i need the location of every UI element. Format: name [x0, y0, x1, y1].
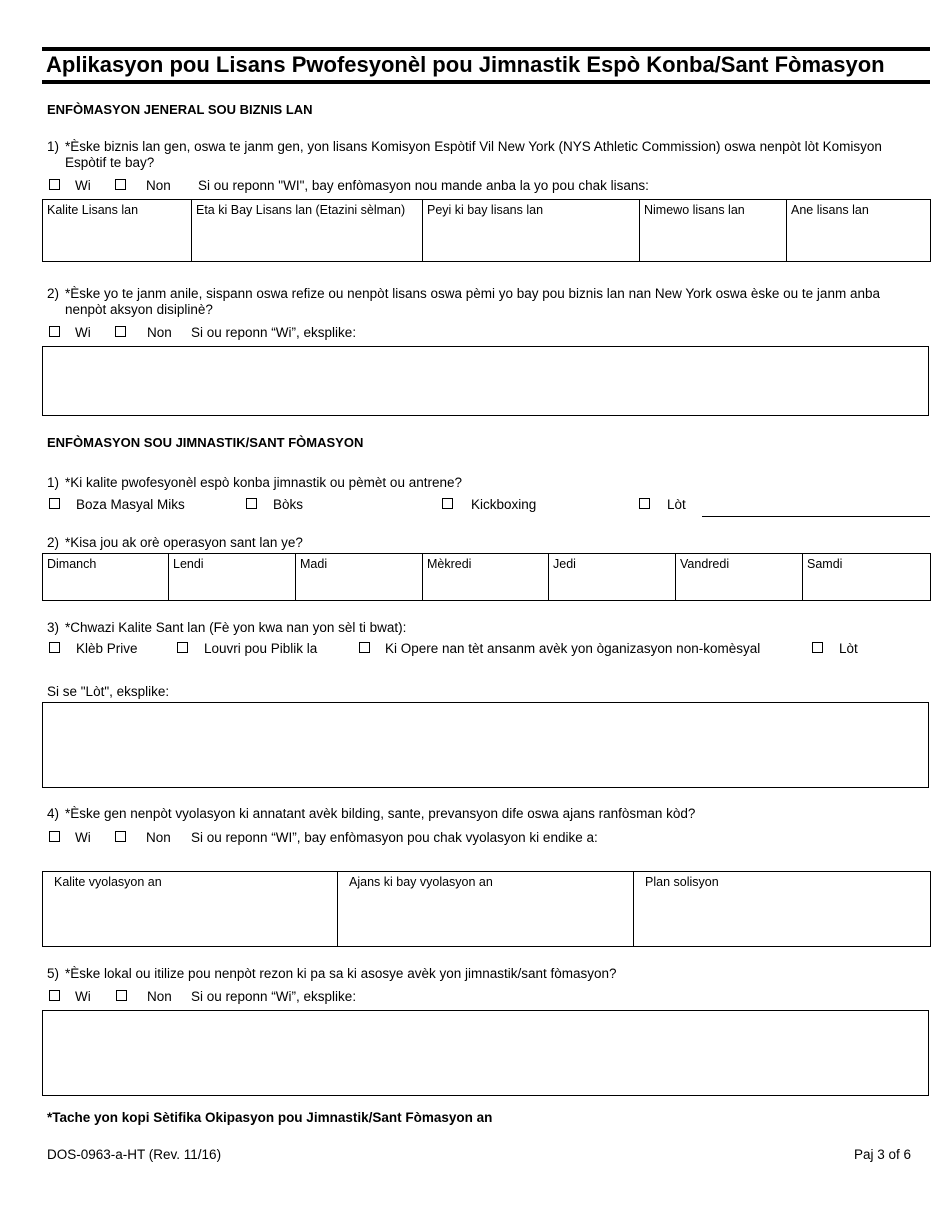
section-gym-heading: ENFÒMASYON SOU JIMNASTIK/SANT FÒMASYON — [47, 435, 364, 450]
other-explain-box[interactable] — [42, 702, 929, 788]
day-label: Madi — [300, 557, 328, 571]
other-sport-checkbox[interactable] — [639, 498, 650, 509]
license-state-cell[interactable] — [192, 200, 423, 262]
question-gym-4 — [47, 806, 927, 822]
kickboxing-checkbox[interactable] — [442, 498, 453, 509]
q5-instruction: Si ou reponn “Wi”, eksplike: — [191, 989, 357, 1004]
title-bottom-rule — [42, 80, 930, 84]
q2-instruction: Si ou reponn “Wi”, eksplike: — [191, 325, 357, 340]
question-gym-1 — [47, 475, 927, 491]
q5-yes-label: Wi — [75, 989, 91, 1004]
column-header: Kalite Lisans lan — [47, 203, 139, 217]
column-header: Ajans ki bay vyolasyon an — [349, 875, 493, 889]
mma-checkbox[interactable] — [49, 498, 60, 509]
column-header: Plan solisyon — [645, 875, 719, 889]
other-explain-label: Si se "Lòt", eksplike: — [47, 684, 170, 699]
violation-type-cell[interactable] — [43, 872, 338, 947]
hours-table — [42, 553, 931, 601]
day-label: Samdi — [807, 557, 843, 571]
question-gym-5 — [47, 966, 927, 982]
q4-no-label: Non — [146, 830, 171, 845]
page-number: Paj 3 of 6 — [853, 1147, 911, 1162]
q2-explain-box[interactable] — [42, 346, 929, 416]
q1-yes-checkbox[interactable] — [49, 179, 60, 190]
question-text: *Kisa jou ak orè operasyon sant lan ye? — [65, 535, 303, 550]
q2-no-label: Non — [147, 325, 172, 340]
q1-yes-label: Wi — [75, 178, 91, 193]
question-text-cont: Espòtif te bay? — [65, 155, 155, 170]
q5-yes-checkbox[interactable] — [49, 990, 60, 1001]
nonprofit-label: Ki Opere nan tèt ansanm avèk yon òganizasyon non-komèsyal — [385, 641, 761, 656]
day-label: Jedi — [553, 557, 576, 571]
column-header: Nimewo lisans lan — [644, 203, 745, 217]
question-gym-3 — [47, 620, 927, 636]
section-general-heading: ENFÒMASYON JENERAL SOU BIZNIS LAN — [47, 102, 313, 117]
tuesday-cell[interactable] — [296, 554, 423, 601]
public-checkbox[interactable] — [177, 642, 188, 653]
kickboxing-label: Kickboxing — [471, 497, 537, 512]
question-text: *Èske yo te janm anile, sispann oswa refize ou nenpòt lisans oswa pèmi yo bay pou biznis lan nan New York oswa èske ou te janm anba — [65, 286, 880, 301]
attach-certificate-note: *Tache yon kopi Sètifika Okipasyon pou Jimnastik/Sant Fòmasyon an — [47, 1110, 493, 1125]
q4-no-checkbox[interactable] — [115, 831, 126, 842]
question-number: 1) — [47, 139, 60, 154]
q4-yes-label: Wi — [75, 830, 91, 845]
question-text: *Èske gen nenpòt vyolasyon ki annatant avèk bilding, sante, prevansyon dife oswa ajans ranfòsman kòd? — [65, 806, 696, 821]
question-gym-2 — [47, 535, 927, 551]
other-type-checkbox[interactable] — [812, 642, 823, 653]
q1-instruction: Si ou reponn "WI", bay enfòmasyon nou mande anba la yo pou chak lisans: — [198, 178, 649, 193]
question-number: 3) — [47, 620, 60, 635]
boxing-label: Bòks — [273, 497, 304, 512]
question-text: *Chwazi Kalite Sant lan (Fè yon kwa nan yon sèl ti bwat): — [65, 620, 407, 635]
public-label: Louvri pou Piblik la — [204, 641, 318, 656]
day-label: Mèkredi — [427, 557, 472, 571]
violations-table — [42, 871, 931, 947]
question-text: *Èske biznis lan gen, oswa te janm gen, yon lisans Komisyon Espòtif Vil New York (NYS Athletic Commission) oswa nenpòt lòt Komisyon — [65, 139, 882, 154]
question-text-cont: nenpòt aksyon disiplinè? — [65, 302, 213, 317]
resolution-plan-cell[interactable] — [634, 872, 931, 947]
q5-explain-box[interactable] — [42, 1010, 929, 1096]
page-title: Aplikasyon pou Lisans Pwofesyonèl pou Jimnastik Espò Konba/Sant Fòmasyon — [46, 52, 885, 77]
column-header: Kalite vyolasyon an — [54, 875, 162, 889]
thursday-cell[interactable] — [549, 554, 676, 601]
q1-no-checkbox[interactable] — [115, 179, 126, 190]
mma-label: Boza Masyal Miks — [76, 497, 185, 512]
wednesday-cell[interactable] — [423, 554, 549, 601]
violation-agency-cell[interactable] — [338, 872, 634, 947]
saturday-cell[interactable] — [803, 554, 931, 601]
other-sport-input[interactable] — [702, 516, 930, 517]
other-type-label: Lòt — [839, 641, 858, 656]
q2-yes-checkbox[interactable] — [49, 326, 60, 337]
q5-no-checkbox[interactable] — [116, 990, 127, 1001]
day-label: Vandredi — [680, 557, 730, 571]
question-number: 2) — [47, 535, 60, 550]
column-header: Ane lisans lan — [791, 203, 869, 217]
boxing-checkbox[interactable] — [246, 498, 257, 509]
friday-cell[interactable] — [676, 554, 803, 601]
q5-no-label: Non — [147, 989, 172, 1004]
day-label: Lendi — [173, 557, 204, 571]
private-club-label: Klèb Prive — [76, 641, 138, 656]
nonprofit-checkbox[interactable] — [359, 642, 370, 653]
private-club-checkbox[interactable] — [49, 642, 60, 653]
q4-yes-checkbox[interactable] — [49, 831, 60, 842]
q4-instruction: Si ou reponn “WI”, bay enfòmasyon pou chak vyolasyon ki endike a: — [191, 830, 598, 845]
sunday-cell[interactable] — [43, 554, 169, 601]
question-text: *Ki kalite pwofesyonèl espò konba jimnastik ou pèmèt ou antrene? — [65, 475, 462, 490]
day-label: Dimanch — [47, 557, 97, 571]
question-1-license — [47, 139, 927, 171]
question-number: 5) — [47, 966, 60, 981]
license-year-cell[interactable] — [787, 200, 931, 262]
q2-no-checkbox[interactable] — [115, 326, 126, 337]
license-type-cell[interactable] — [43, 200, 192, 262]
question-number: 1) — [47, 475, 60, 490]
license-country-cell[interactable] — [423, 200, 640, 262]
q1-no-label: Non — [146, 178, 171, 193]
question-2-revoked — [47, 286, 927, 318]
column-header: Peyi ki bay lisans lan — [427, 203, 544, 217]
question-number: 4) — [47, 806, 60, 821]
title-top-rule — [42, 47, 930, 51]
question-text: *Èske lokal ou itilize pou nenpòt rezon ki pa sa ki asosye avèk yon jimnastik/sant fòmasyon? — [65, 966, 617, 981]
license-number-cell[interactable] — [640, 200, 787, 262]
other-sport-label: Lòt — [667, 497, 686, 512]
q2-yes-label: Wi — [75, 325, 91, 340]
monday-cell[interactable] — [169, 554, 296, 601]
license-table — [42, 199, 931, 262]
column-header: Eta ki Bay Lisans lan (Etazini sèlman) — [196, 203, 406, 217]
question-number: 2) — [47, 286, 60, 301]
form-id: DOS-0963-a-HT (Rev. 11/16) — [47, 1147, 222, 1162]
